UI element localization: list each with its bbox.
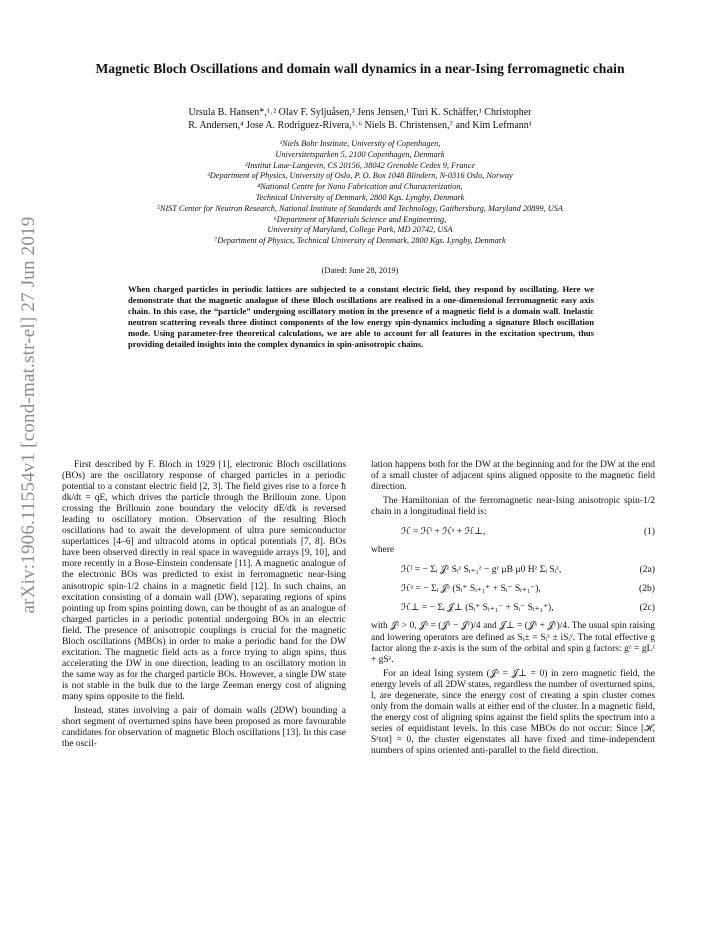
affiliation-line: ⁷Department of Physics, Technical University of Denmark, 2800 Kgs. Lyngby, Denmark [214, 236, 506, 246]
where-label: where [371, 545, 395, 556]
paper-title: Magnetic Bloch Oscillations and domain wall dynamics in a near-Ising ferromagnetic chain [95, 61, 625, 76]
affiliation-line: ²Institut Laue-Langevin, CS 20156, 38042 Grenoble Cedex 9, France [244, 160, 476, 170]
equation-number: (2b) [639, 583, 655, 595]
right-column [371, 460, 655, 757]
affiliation-line: ⁴National Centre for Nano Fabrication and Characterization, [257, 182, 463, 192]
affiliation-line: ⁶Department of Materials Science and Engineering, [273, 214, 447, 224]
left-column [62, 460, 346, 750]
affiliation-line: ³Department of Physics, University of Oslo, P. O. Box 1048 Blindern, N-0316 Oslo, Norway [207, 171, 513, 181]
equation-body: ℋ⊥ = − Σᵢ 𝒥⊥ (Sᵢ⁺ Sᵢ₊₁⁻ + Sᵢ⁻ Sᵢ₊₁⁺), [401, 602, 554, 614]
body-paragraph: For an ideal Ising system (𝒥ᵃ = 𝒥⊥ = 0) in zero magnetic field, the energy levels of all 2DW states, regardless the number of overturned spins, l, are degenerate, since the energy cost of creating a spin cluster comes only from the domain walls at either end of the cluster. In a magnetic field, the energy cost of aligning spins against the field splits the spectrum into a series of equidistant levels. In this case MBOs do not occur: Since [ℋ, Sᶻtot] = 0, the cluster eigenstates all have fixed and time-independent numbers of spins oriented anti-parallel to the field direction. [371, 668, 655, 756]
equation-1 [371, 526, 655, 537]
equation-body: ℋᵃ = − Σᵢ 𝒥ᵃ (Sᵢ⁺ Sᵢ₊₁⁺ + Sᵢ⁻ Sᵢ₊₁⁻), [401, 583, 541, 595]
body-paragraph: with 𝒥ᶻ > 0, 𝒥ᵃ = (𝒥ˣ − 𝒥ʸ)/4 and 𝒥⊥ = (𝒥ˣ + 𝒥ʸ)/4. The usual spin raising and lowering operators are defined as Sᵢ± = Sᵢˣ ± iSᵢʸ. The total effective g factor along the z-axis is the sum of the orbital and spin g factors: gᶻ = gLᶻ + gSᶻ. [371, 621, 655, 665]
affiliation-line: Universitetsparken 5, 2100 Copenhagen, Denmark [275, 149, 445, 159]
affiliation-line: University of Maryland, College Park, MD 20742, USA [267, 225, 453, 235]
dated-line: (Dated: June 28, 2019) [321, 266, 399, 275]
authors-line-1: Ursula B. Hansen*,¹˒² Olav F. Syljuåsen,³ Jens Jensen,¹ Turi K. Schäffer,¹ Christopher [188, 107, 532, 118]
equation-2a [371, 564, 655, 575]
author-list [62, 107, 658, 132]
equation-body: ℋᴵ = − Σᵢ 𝒥ᶻ Sᵢᶻ Sᵢ₊₁ᶻ − gᶻ μB μ0 Hᶻ Σᵢ Sᵢᶻ, [401, 564, 562, 576]
authors-line-2: R. Andersen,⁴ Jose A. Rodriguez-Rivera,⁵˒⁶ Niels B. Christensen,⁷ and Kim Lefmann¹ [188, 119, 532, 131]
abstract: When charged particles in periodic lattices are subjected to a constant electric field, they respond by oscillating. Here we demonstrate that the magnetic analogue of these Bloch oscillations are realised in a one-dimensional ferromagnetic easy axis chain. In this case, the “particle” undergoing oscillatory motion in the presence of a magnetic field is a domain wall. Inelastic neutron scattering reveals three distinct components of the low energy spin-dynamics including a signature Bloch oscillation mode. Using parameter-free theoretical calculations, we are able to account for all features in the excitation spectrum, thus providing detailed insights into the complex dynamics in spin-anisotropic chains. [128, 284, 594, 349]
equation-body: ℋ = ℋᴵ + ℋᵃ + ℋ⊥, [401, 526, 486, 538]
affiliation-list [62, 139, 658, 247]
body-paragraph: First described by F. Bloch in 1929 [1], electronic Bloch oscillations (BOs) are the oscillatory response of charged particles in a periodic potential to a constant electric field [2, 3]. The field gives rise to a force ħ dk/dt = qE, which drives the particle through the Brillouin zone. Upon crossing the Brillouin zone boundary the velocity dE/dk is reversed leading to oscillatory motion. Observation of the resulting Bloch oscillations had to await the development of ultra pure semiconductor superlattices [4–6] and ultracold atoms in optical potentials [7, 8]. BOs have been observed directly in real space in waveguide arrays [9, 10], and more recently in a Bose-Einstein condensate [11]. A magnetic analogue of the electronic BOs was predicted to exist in ferromagnetic near-Ising anisotropic spin-1/2 chains in a magnetic field [12]. In such chains, an excitation consisting of a domain wall (DW), separating regions of spins pointing up from spins pointing down, can be thought of as an analogue of charged particles in a periodic potential undergoing BOs in an electric field. The presence of anisotropic couplings is crucial for the magnetic Bloch oscillations (MBOs) in order to make a periodic band for the DW excitation. The magnetic field acts as a force trying to align spins, thus accelerating the DW in one direction, leading to an oscillatory motion in the same way as for the charged particle BOs. However, a single DW state is not stable in the bulk due to the large Zeeman energy cost of aligning many spins opposite to the field. [62, 460, 346, 702]
affiliation-line: Technical University of Denmark, 2800 Kgs. Lyngby, Denmark [255, 192, 465, 202]
equation-number: (1) [643, 526, 655, 538]
body-paragraph: The Hamiltonian of the ferromagnetic near-Ising anisotropic spin-1/2 chain in a longitudinal field is: [371, 496, 655, 518]
body-paragraph: lation happens both for the DW at the beginning and for the DW at the end of a small cluster of adjacent spins aligned opposite to the magnetic field direction. [371, 460, 655, 493]
equation-number: (2a) [639, 564, 655, 576]
equation-2b [371, 583, 655, 594]
equation-2c [371, 602, 655, 613]
affiliation-line: ¹Niels Bohr Institute, University of Copenhagen, [279, 139, 441, 148]
body-paragraph: Instead, states involving a pair of domain walls (2DW) bounding a short segment of overturned spins have been proposed as more favourable candidates for observation of magnetic Bloch oscillations [13]. In this case the oscil- [62, 706, 346, 750]
equation-number: (2c) [639, 602, 655, 614]
affiliation-line: ⁵NIST Center for Neutron Research, National Institute of Standards and Technology, Gaithersburg, Maryland 20899, USA [157, 203, 563, 213]
arxiv-identifier: arXiv:1906.11554v1 [cond-mat.str-el] 27 Jun 2019 [18, 216, 39, 614]
arxiv-sidebar [14, 180, 44, 650]
